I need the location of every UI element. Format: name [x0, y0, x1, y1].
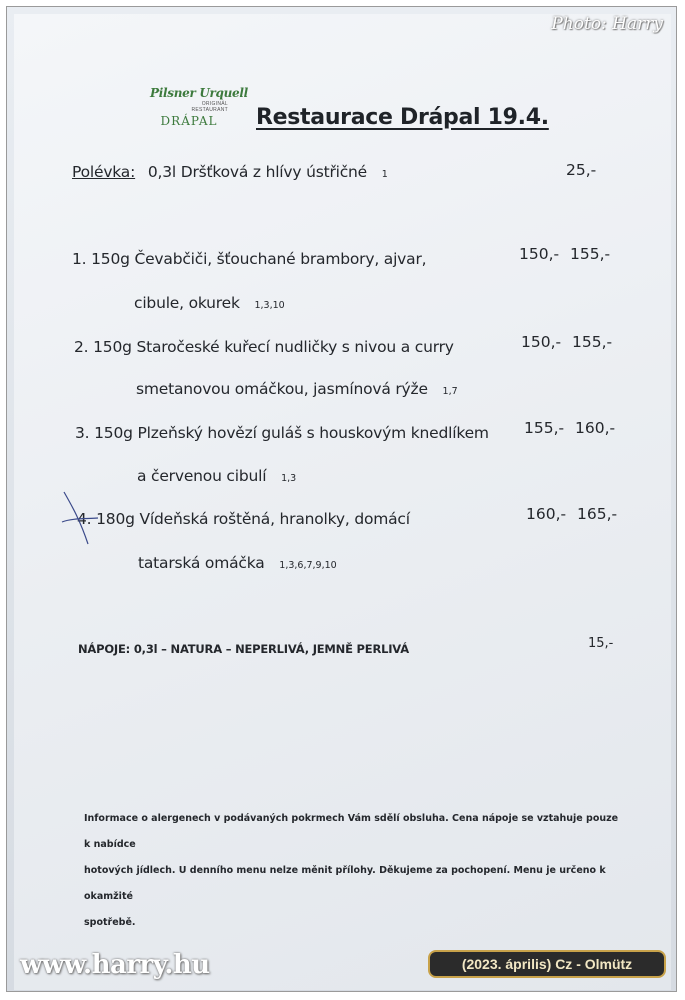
site-watermark: www.harry.hu: [20, 950, 210, 980]
dish-3-line1: 3. 150g Plzeňský hovězí guláš s houskovým knedlíkem: [75, 424, 489, 442]
dish-4-sides: tatarská omáčka: [138, 554, 265, 572]
dish-2-line1: 2. 150g Staročeské kuřecí nudličky s nivou a curry: [74, 338, 454, 356]
photo-credit-watermark: Photo: Harry: [551, 14, 663, 34]
dish-2-price-b: 155,-: [572, 333, 613, 351]
info-line-2: hotových jídlech. U denního menu nelze měnit přílohy. Děkujeme za pochopení. Menu je určeno k okamžité: [84, 865, 606, 902]
dish-4-allergens: 1,3,6,7,9,10: [279, 560, 337, 571]
soup-line: [72, 163, 388, 181]
dish-1-sides: cibule, okurek: [134, 294, 240, 312]
drinks-price: 15,-: [588, 636, 614, 651]
dish-4-price-a: 160,-: [526, 505, 567, 523]
restaurant-logo: [150, 86, 248, 136]
logo-small-line1: ORIGINÁL: [201, 101, 228, 107]
soup-price: 25,-: [566, 161, 597, 179]
logo-brand: Pilsner Urquell: [150, 86, 248, 100]
dish-2-sides: smetanovou omáčkou, jasmínová rýže: [136, 380, 428, 398]
info-line-1: Informace o alergenech v podávaných pokrmech Vám sdělí obsluha. Cena nápoje se vztahuje pouze k nabídce: [84, 813, 619, 850]
dish-3-price-b: 160,-: [575, 419, 616, 437]
dish-2-price-a: 150,-: [521, 333, 562, 351]
logo-small-line2: RESTAURANT: [191, 107, 228, 113]
dish-2-line2: [136, 380, 458, 398]
pen-strike-mark-icon: [58, 488, 108, 548]
dish-3-price-a: 155,-: [524, 419, 565, 437]
info-line-3: spotřebě.: [84, 917, 136, 928]
dish-3-sides: a červenou cibulí: [137, 467, 267, 485]
soup-label: Polévka:: [72, 163, 136, 181]
soup-allergens: 1: [381, 169, 388, 180]
soup-text: 0,3l Dršťková z hlívy ústřičné: [147, 163, 368, 181]
dish-2-allergens: 1,7: [442, 386, 458, 397]
dish-1-line2: [134, 294, 285, 312]
dish-1-allergens: 1,3,10: [254, 300, 285, 311]
dish-3-line2: [137, 467, 296, 485]
logo-small-text: [150, 101, 228, 113]
dish-4-line2: [138, 554, 337, 572]
photo-caption: (2023. április) Cz - Olmütz: [428, 950, 666, 978]
logo-name: DRÁPAL: [160, 114, 218, 128]
dish-1-line1: 1. 150g Čevabčiči, šťouchané brambory, ajvar,: [72, 250, 427, 268]
allergen-info: [84, 806, 624, 936]
dish-1-price-a: 150,-: [519, 245, 560, 263]
dish-1-price-b: 155,-: [570, 245, 611, 263]
menu-title: Restaurace Drápal 19.4.: [256, 105, 549, 130]
dish-3-allergens: 1,3: [281, 473, 297, 484]
dish-4-price-b: 165,-: [577, 505, 618, 523]
drinks-line: NÁPOJE: 0,3l – NATURA – NEPERLIVÁ, JEMNĚ PERLIVÁ: [78, 642, 409, 656]
dish-4-line1: 4. 180g Vídeňská roštěná, hranolky, domácí: [77, 510, 410, 528]
